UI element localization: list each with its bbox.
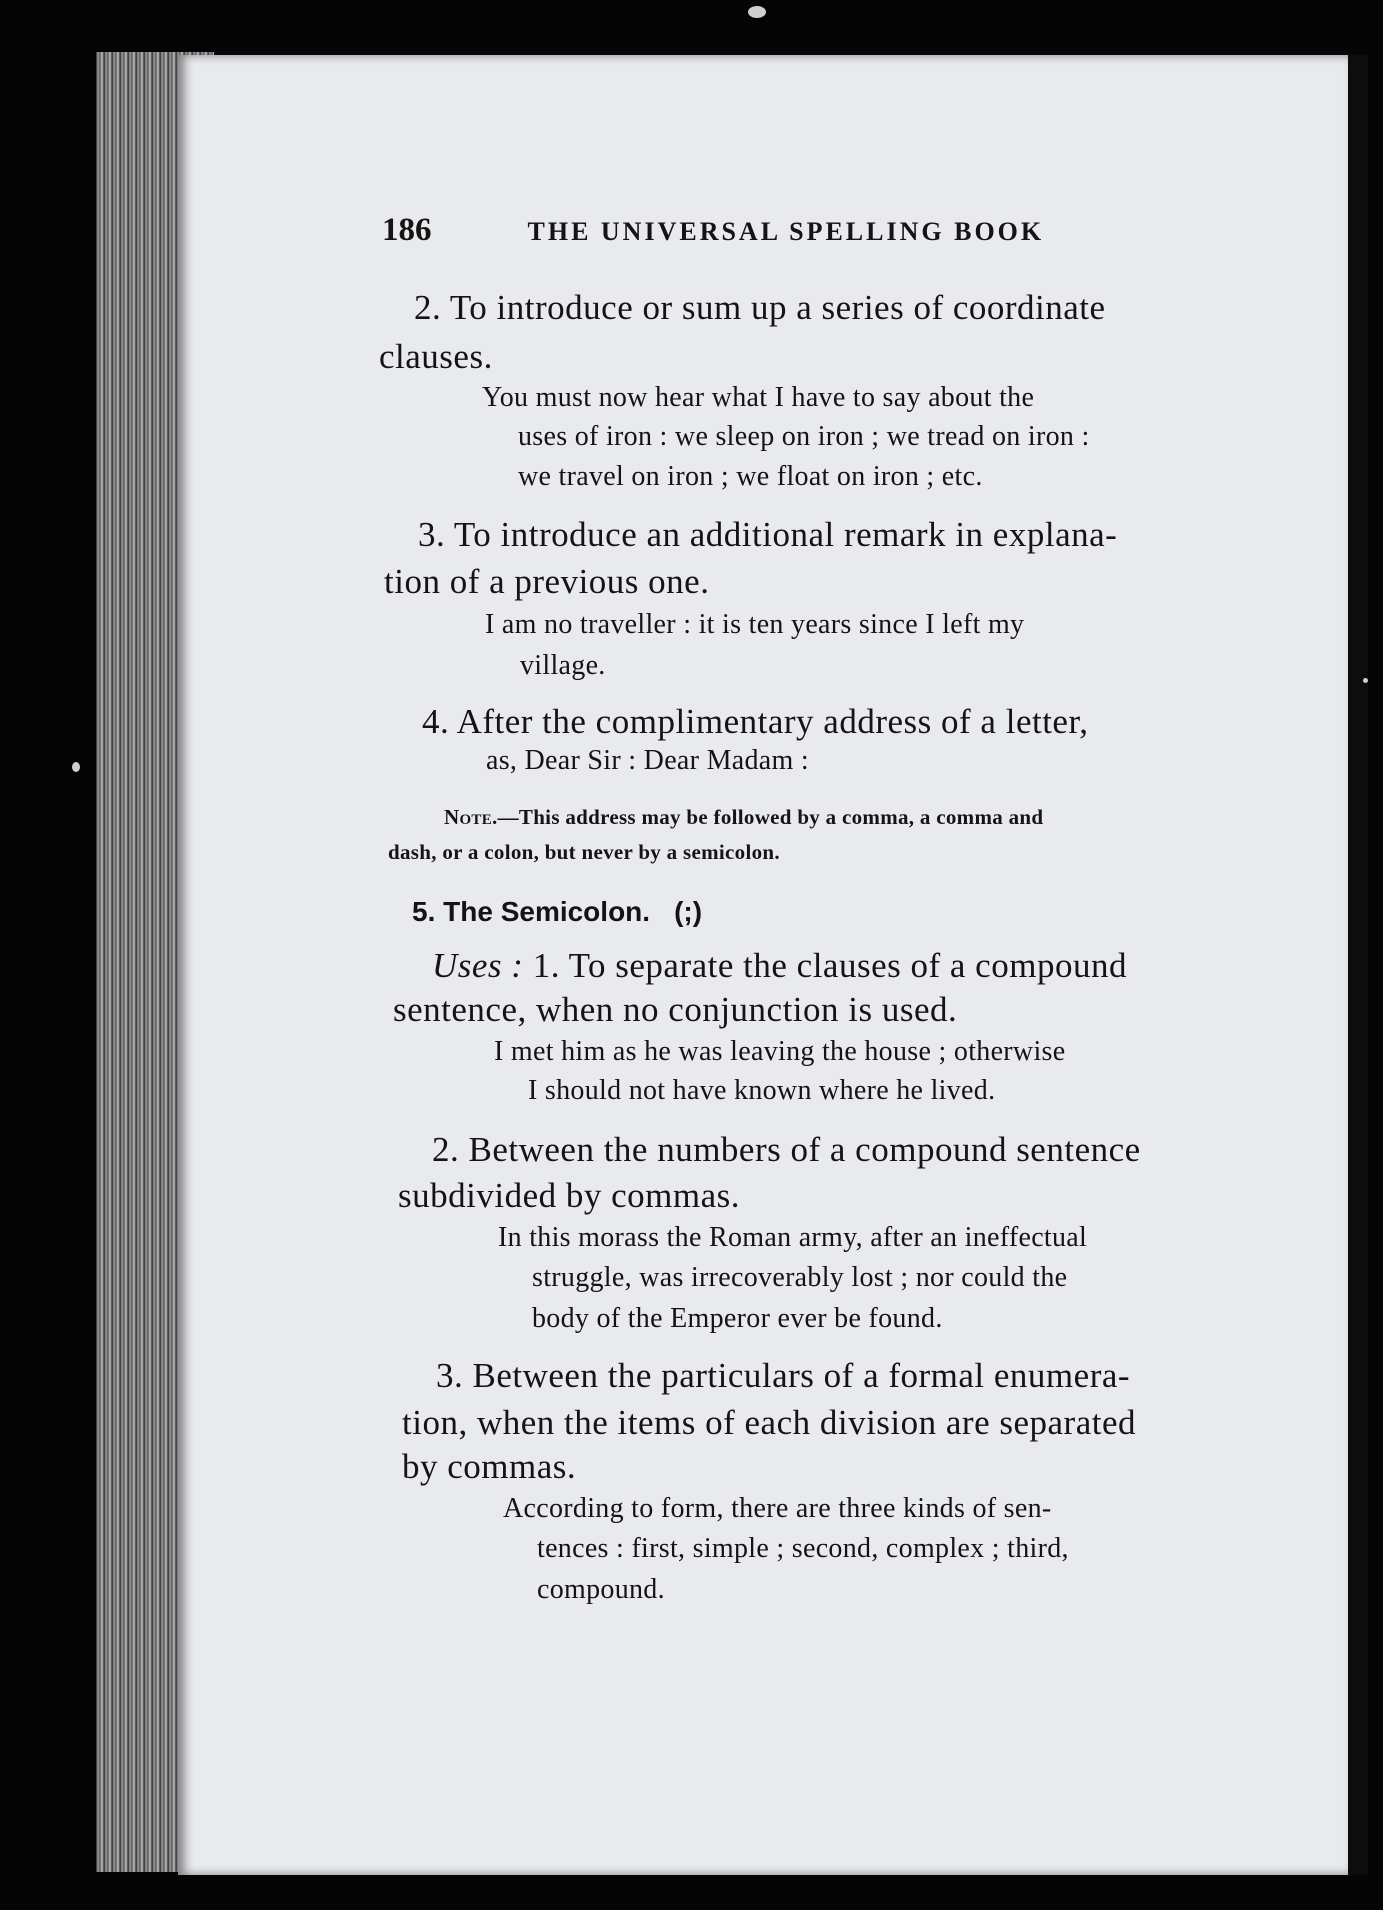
semicolon-heading [412,896,702,928]
semicolon-rule-3-line-2: tion, when the items of each division are separated [402,1403,1137,1442]
semicolon-example-3-line-1: According to form, there are three kinds of sen- [503,1493,1052,1524]
semicolon-example-2-line-3: body of the Emperor ever be found. [532,1303,943,1334]
colon-example-2-line-1: You must now hear what I have to say about the [482,382,1035,413]
semicolon-example-2-line-1: In this morass the Roman army, after an ineffectual [498,1222,1088,1253]
rule-text: To introduce an additional remark in explana- [453,515,1118,554]
colon-example-3-line-2: village. [520,650,606,681]
colon-rule-4-line [422,702,1088,742]
running-title: THE UNIVERSAL SPELLING BOOK [527,217,1045,246]
semicolon-rule-2-line-2: subdivided by commas. [398,1176,740,1215]
semicolon-rule-3-line-3: by commas. [402,1447,577,1486]
semicolon-example-3-line-2: tences : first, simple ; second, complex ; third, [537,1533,1069,1564]
page-number: 186 [382,212,432,248]
note-line-1 [444,805,1043,830]
colon-example-2-line-3: we travel on iron ; we float on iron ; etc. [518,461,983,492]
note-line-2: dash, or a colon, but never by a semicolon. [388,840,780,864]
note-text: —This address may be followed by a comma, a comma and [497,805,1044,829]
colon-rule-2-line-1 [414,288,1106,328]
rule-number: 2. [432,1130,460,1169]
semicolon-symbol: (;) [674,896,703,927]
colon-rule-3-line-2: tion of a previous one. [384,562,710,601]
rule-text: To introduce or sum up a series of coordinate [449,288,1106,327]
semicolon-example-2-line-2: struggle, was irrecoverably lost ; nor could the [532,1262,1068,1293]
colon-rule-4-example: as, Dear Sir : Dear Madam : [486,745,809,776]
semicolon-example-1-line-2: I should not have known where he lived. [528,1075,996,1106]
colon-example-2-line-2: uses of iron : we sleep on iron ; we tread on iron : [518,421,1090,452]
section-heading: 5. The Semicolon. [412,896,651,927]
colon-rule-3-line-1 [418,515,1117,555]
rule-text: Between the numbers of a compound sentence [468,1130,1141,1169]
rule-text: Between the particulars of a formal enumera- [472,1356,1131,1395]
semicolon-rule-2-line-1 [432,1130,1141,1170]
semicolon-example-3-line-3: compound. [537,1574,665,1605]
colon-example-3-line-1: I am no traveller : it is ten years since I left my [485,609,1025,640]
note-label: Note. [444,805,498,829]
colon-rule-2-line-2: clauses. [379,337,493,376]
rule-number: 1. [532,946,560,985]
rule-number: 4. [422,702,450,741]
rule-number: 2. [414,288,442,327]
rule-text: To separate the clauses of a compound [568,946,1127,985]
semicolon-rule-1-line-2: sentence, when no conjunction is used. [393,990,958,1029]
rule-number: 3. [436,1356,464,1395]
rule-number: 3. [418,515,446,554]
semicolon-rule-3-line-1 [436,1356,1130,1396]
rule-text: After the complimentary address of a letter, [456,702,1089,741]
uses-label: Uses : [432,946,524,985]
semicolon-example-1-line-1: I met him as he was leaving the house ; otherwise [494,1036,1066,1067]
semicolon-rule-1-line-1 [432,946,1127,986]
